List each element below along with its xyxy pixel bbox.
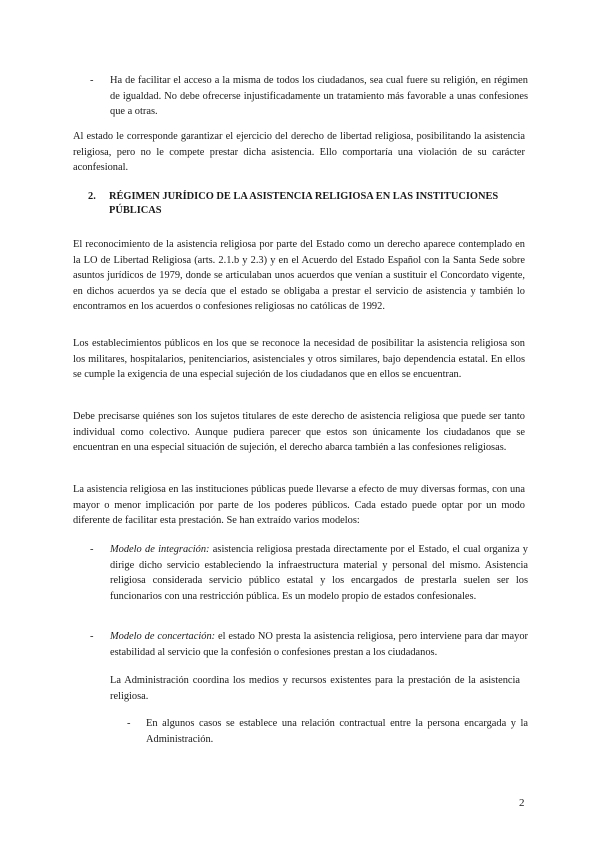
- page-number: 2: [519, 797, 525, 809]
- paragraph: La asistencia religiosa en las instituciones públicas puede llevarse a efecto de muy diversas formas, con una mayor o menor implicación por parte de los poderes públicos. Cada estado puede optar por un modo diferente de facilitar esta prestación. Se han extraído varios modelos:: [73, 484, 525, 527]
- section-number: 2.: [88, 191, 96, 202]
- bullet-dash: -: [127, 718, 131, 729]
- section-title: RÉGIMEN JURÍDICO DE LA ASISTENCIA RELIGIOSA EN LAS INSTITUCIONES PÚBLICAS: [109, 191, 499, 216]
- model-description: el estado NO presta la asistencia religiosa, pero interviene para dar mayor estabilidad al servicio que la confesión o confesiones prestan a los ciudadanos.: [110, 631, 528, 658]
- paragraph: Debe precisarse quiénes son los sujetos titulares de este derecho de asistencia religiosa que puede ser tanto individual como colectivo. Aunque pudiera parecer que estos son únicamente los ciudadanos que se encuentran en una especial situación de sujeción, el derecho abarca también a las confesiones religiosas.: [73, 411, 525, 454]
- model-description: asistencia religiosa prestada directamente por el Estado, el cual organiza y dirige dicho servicio estableciendo la infraestructura material y personal del mismo. Asistencia religiosa considerada servicio público estatal y los encargados de prestarla suelen ser los funcionarios con una restricción pública. Es un modelo propio de estados confesionales.: [110, 544, 529, 602]
- bullet-text: Ha de facilitar el acceso a la misma de todos los ciudadanos, sea cual fuere su religión, en régimen de igualdad. No debe ofrecerse injustificadamente un tratamiento más favorable a unas confesiones que a otras.: [110, 75, 528, 118]
- model-name: Modelo de integración:: [110, 544, 210, 555]
- paragraph: El reconocimiento de la asistencia religiosa por parte del Estado como un derecho aparece contemplado en la LO de Libertad Religiosa (arts. 2.1.b y 2.3) y en el Acuerdo del Estado Español con la Santa Sede sobre asuntos jurídicos de 1979, donde se articulaban unos acuerdos que venían a sustituir el Concordato vigente, en dichos acuerdos ya se decía que el estado se obligaba a prestar el servicio de asistencia y también lo encontramos en los acuerdos o confesiones religiosas no católicas de 1992.: [73, 239, 525, 313]
- bullet-dash: -: [90, 544, 94, 555]
- bullet-dash: -: [90, 75, 94, 86]
- paragraph: Al estado le corresponde garantizar el ejercicio del derecho de libertad religiosa, posibilitando la asistencia religiosa, pero no le compete prestar dicha asistencia. Ello comportaría una violación de su carácter aconfesional.: [73, 131, 525, 174]
- bullet-text: En algunos casos se establece una relación contractual entre la persona encargada y la Administración.: [146, 718, 528, 745]
- model-name: Modelo de concertación:: [110, 631, 216, 642]
- paragraph: La Administración coordina los medios y recursos existentes para la prestación de la asistencia religiosa.: [110, 675, 520, 702]
- bullet-dash: -: [90, 631, 94, 642]
- paragraph: Los establecimientos públicos en los que se reconoce la necesidad de posibilitar la asistencia religiosa son los militares, hospitalarios, penitenciarios, asistenciales y otros similares, bajo dependencia estatal. En ellos se cumple la exigencia de una especial sujeción de los ciudadanos que en ellos se encuentran.: [73, 338, 525, 381]
